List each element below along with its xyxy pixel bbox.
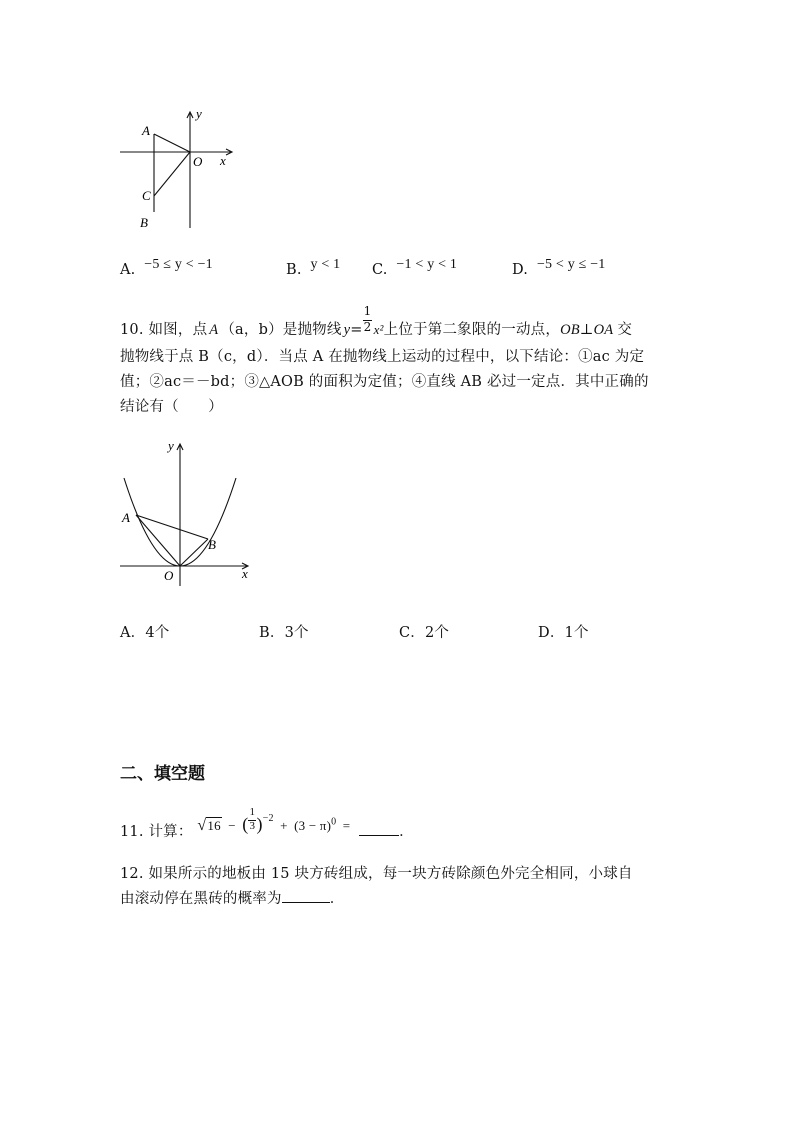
q10-line4: 结论有（ ） (120, 399, 223, 415)
section-title: 二、填空题 (120, 764, 205, 784)
q10-prefix: 10. 如图，点 (120, 322, 208, 338)
q11-frac-num: 1 (249, 806, 256, 818)
q9-label-A: A (142, 123, 150, 138)
q10-option-b[interactable] (259, 621, 309, 642)
q10-option-d-text: 1个 (564, 625, 589, 641)
q11-expression (197, 806, 351, 835)
q11-suffix: ． (399, 824, 414, 840)
q10-line1 (120, 304, 633, 339)
q11-sqrt (197, 817, 221, 835)
q10-option-a-letter: A． (120, 625, 146, 641)
q9-option-a-letter: A. (120, 262, 136, 278)
q10-line1-end: 交 (617, 322, 633, 338)
q9-option-d-letter: D. (512, 262, 529, 278)
q10-option-c-letter: C． (399, 625, 425, 641)
q9-label-y: y (196, 106, 202, 121)
q10-segment-OB (180, 539, 208, 566)
q10-line1-mid: 上位于第二象限的一动点， (383, 322, 561, 338)
q10-label-A: A (122, 510, 130, 525)
q10-perp: OB⊥OA (560, 322, 614, 338)
q12-answer-blank[interactable] (282, 902, 330, 903)
q9-label-C: C (142, 188, 151, 203)
q9-option-d[interactable] (512, 257, 606, 279)
q10-label-x: x (242, 566, 248, 581)
q10-figure (108, 438, 258, 588)
q9-option-d-math: −5 < y ≤ −1 (536, 257, 606, 272)
q11-fraction (248, 806, 256, 832)
q10-line2: 抛物线于点 B（c，d）．当点 A 在抛物线上运动的过程中，以下结论：①ac 为定 (120, 349, 645, 365)
q11-exponent-2: 0 (331, 816, 337, 828)
q11-plus: + (280, 818, 288, 833)
q10-option-c[interactable] (399, 621, 449, 642)
q9-option-b[interactable] (286, 257, 341, 279)
q10-option-b-text: 3个 (284, 625, 309, 641)
q11-equals: = (342, 818, 351, 833)
q11-paren-close: ) (256, 814, 263, 834)
q10-label-B: B (208, 537, 216, 552)
q11-sqrt-symbol: √ (197, 817, 207, 834)
q10-option-a-text: 4个 (145, 625, 170, 641)
q9-segment-OA (154, 134, 190, 152)
q10-option-a[interactable] (120, 621, 170, 642)
q9-label-B: B (140, 215, 148, 230)
q11-paren-term: (3 − π) (294, 818, 332, 833)
q12-line1: 12. 如果所示的地板由 15 块方砖组成，每一块方砖除颜色外完全相同，小球自 (120, 866, 633, 882)
q10-option-d-letter: D． (538, 625, 565, 641)
q10-eq-y: y (343, 322, 351, 338)
q11-answer-blank[interactable] (359, 835, 399, 836)
q9-label-x: x (220, 153, 226, 168)
q9-option-b-letter: B. (286, 262, 302, 278)
q10-eq-equals: = (350, 322, 363, 338)
q12-line2-suffix: ． (329, 891, 345, 907)
q9-option-a-math: −5 ≤ y < −1 (144, 257, 213, 272)
q9-option-b-math: y < 1 (310, 257, 341, 272)
q12-line2-text: 由滚动停在黑砖的概率为 (120, 891, 282, 907)
q10-option-d[interactable] (538, 621, 589, 642)
q9-option-c[interactable] (372, 257, 458, 279)
q11-frac-den: 3 (249, 820, 256, 832)
q10-line3: 值；②ac＝－bd；③△AOB 的面积为定值；④直线 AB 必过一定点．其中正确的 (120, 374, 649, 390)
q10-point-A: A (209, 322, 219, 338)
q9-option-c-math: −1 < y < 1 (396, 257, 458, 272)
q10-option-b-letter: B． (259, 625, 285, 641)
q11-prefix: 11. 计算： (120, 824, 193, 840)
q11-radicand: 16 (207, 818, 221, 833)
q12-line2 (120, 887, 344, 908)
q10-eq-numerator: 1 (363, 304, 372, 318)
q11-minus: − (228, 818, 236, 833)
q10-eq-fraction (363, 304, 372, 334)
q9-figure (110, 100, 250, 235)
q10-label-O: O (164, 568, 174, 583)
q9-option-c-letter: C. (372, 262, 388, 278)
q9-option-a[interactable] (120, 257, 213, 279)
q10-option-c-text: 2个 (425, 625, 450, 641)
q9-segment-OC (154, 152, 190, 196)
q11-line (120, 806, 414, 848)
q10-coord-A: （a，b）是抛物线 (220, 322, 342, 338)
q10-eq-x: x² (373, 322, 384, 337)
q11-paren-open: ( (242, 814, 249, 834)
q10-eq-denominator: 2 (363, 320, 372, 334)
q9-label-O: O (193, 154, 203, 169)
q11-exponent-1: −2 (262, 812, 274, 824)
q10-label-y: y (168, 438, 174, 453)
